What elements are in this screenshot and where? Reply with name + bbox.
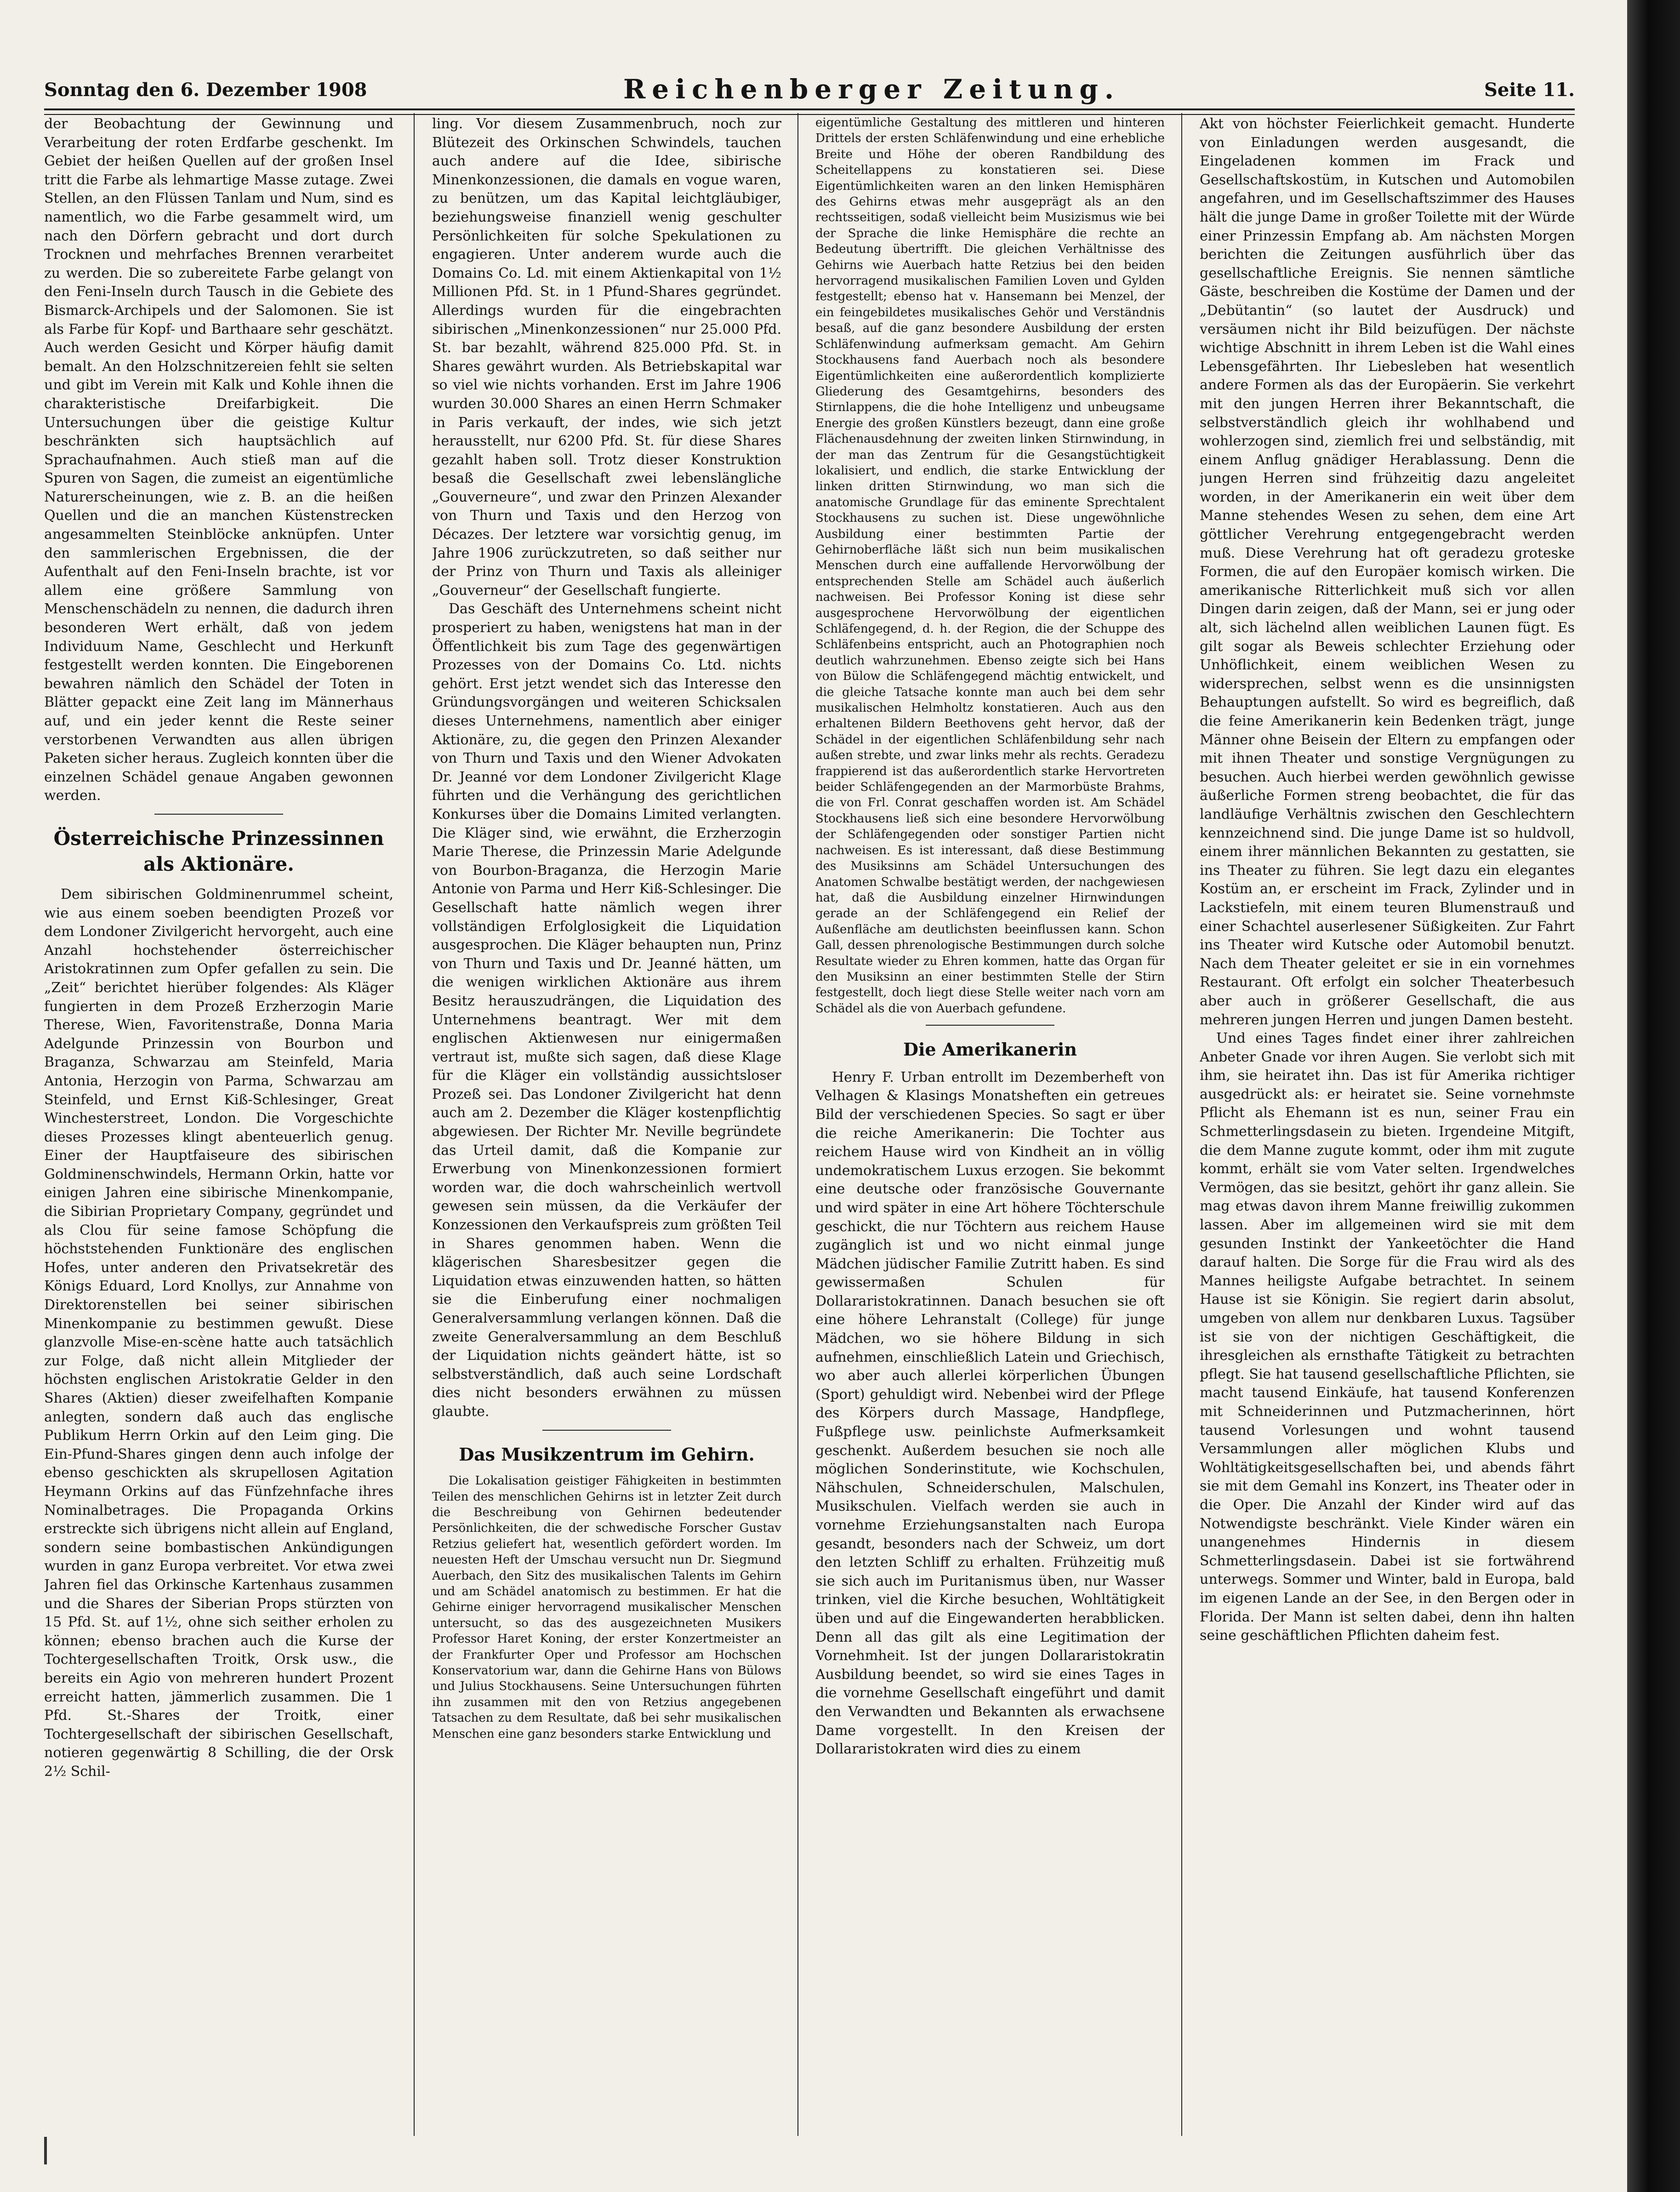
header-date: Sonntag den 6. Dezember 1908 <box>44 79 367 101</box>
column-3 <box>815 115 1165 2133</box>
column-1 <box>44 115 393 2133</box>
article-paragraph: Dem sibirischen Goldminenrummel scheint, wie aus einem soeben beendigten Prozeß vor dem Londoner Zivilgericht hervorgeht, auch eine Anzahl hochstehender österreichischer Aristokratinnen zum Opfer gefallen zu sein. Die „Zeit“ berichtet hierüber folgendes: Als Kläger fungierten in dem Prozeß Erzherzogin Marie Therese, Wien, Favoritenstraße, Donna Maria Adelgunde Prinzessin von Bourbon und Braganza, Schwarzau am Steinfeld, Maria Antonia, Herzogin von Parma, Schwarzau am Steinfeld, und Ernst Kiß-Schlesinger, Great Winchesterstreet, London. Die Vorgeschichte dieses Prozesses klingt abenteuerlich genug. Einer der Hauptfaiseure des sibirischen Goldminenschwindels, Hermann Orkin, hatte vor einigen Jahren eine sibirische Minenkompanie, die Sibirian Proprietary Company, gegründet und als Clou für seine famose Schöpfung die höchststehenden Funktionäre des englischen Hofes, unter anderen den Privatsekretär des Königs Eduard, Lord Knollys, zur Annahme von Direktorenstellen bei seiner sibirischen Minenkompanie zu bestimmen gewußt. Diese glanzvolle Mise-en-scène hatte auch tatsächlich zur Folge, daß nicht allein Mitglieder der höchsten englischen Aristokratie Gelder in den Shares (Aktien) dieser zweifelhaften Kompanie anlegten, sondern daß auch das englische Publikum Herrn Orkin auf den Leim ging. Die Ein-Pfund-Shares gingen denn auch infolge der ebenso geschickten als skrupellosen Agitation Heymann Orkins auf das Fünfzehnfache ihres Nominalbetrages. Die Propaganda Orkins erstreckte sich übrigens nicht allein auf England, sondern seine bombastischen Ankündigungen wurden in ganz Europa verbreitet. Vor etwa zwei Jahren fiel das Orkinsche Kartenhaus zusammen und die Shares der Siberian Props stürzten von 15 Pfd. St. auf 1½, ohne sich seither erholen zu können; ebenso brachen auch die Kurse der Tochtergesellschaften Troitk, Orsk usw., die bereits ein Agio von mehreren hundert Prozent erreicht hatten, jämmerlich zusammen. Die 1 Pfd. St.-Shares der Troitk, einer Tochtergesellschaft der sibirischen Gesellschaft, notieren gegenwärtig 8 Schilling, die der Orsk 2½ Schil- <box>44 886 393 1780</box>
article-heading: Das Musikzentrum im Gehirn. <box>459 1444 755 1465</box>
column-divider <box>1181 113 1182 2136</box>
article-paragraph: Akt von höchster Feierlichkeit gemacht. Hunderte von Einladungen werden ausgesandt, die Eingeladenen kommen im Frack und Gesellschaftskostüm, in Kutschen und Automobilen angefahren, und im Gesellschaftszimmer des Hauses hält die junge Dame in großer Toilette mit der Würde einer Prinzessin Empfang ab. Am nächsten Morgen berichten die Zeitungen ausführlich über das gesellschaftliche Ereignis. Sie nennen sämtliche Gäste, beschreiben die Kostüme der Damen und der „Debütantin“ (so lautet der Ausdruck) und versäumen nicht ihr Bild beizufügen. Der nächste wichtige Abschnitt in ihrem Leben ist die Wahl eines Lebensgefährten. Ihr Liebesleben hat wesentlich andere Formen als das der Europäerin. Sie verkehrt mit den jungen Herren ihrer Bekanntschaft, die selbstverständlich gleich ihr wohlhabend und wohlerzogen sind, ziemlich frei und selbständig, mit einem Anflug gnädiger Herablassung. Denn die jungen Herren sind frühzeitig dazu angeleitet worden, in der Amerikanerin ein weit über dem Manne stehendes Wesen zu sehen, dem eine Art göttlicher Verehrung entgegengebracht werden muß. Diese Verehrung hat oft geradezu groteske Formen, die auf den Europäer komisch wirken. Die amerikanische Ritterlichkeit muß sich vor allen Dingen darin zeigen, daß der Mann, sei er jung oder alt, sich lächelnd allen weiblichen Launen fügt. Es gilt sogar als Beweis schlechter Erziehung oder Unhöflichkeit, einem weiblichen Wesen zu widersprechen, selbst wenn es die unsinnigsten Behauptungen aufstellt. So wird es begreiflich, daß die feine Amerikanerin kein Bedenken trägt, junge Männer ohne Beisein der Eltern zu empfangen oder mit ihnen Theater und sonstige Vergnügungen zu besuchen. Auch hierbei werden gewöhnlich gewisse äußerliche Formen streng beobachtet, die für das landläufige Verhältnis zwischen den Geschlechtern kennzeichnend sind. Die junge Dame ist so huldvoll, einem ihrer männlichen Bekannten zu gestatten, sie ins Theater zu führen. Sie legt dazu ein elegantes Kostüm an, er erscheint im Frack, Zylinder und in Lackstiefeln, mit einem teuren Blumenstrauß und einer Schachtel auserlesener Süßigkeiten. Zur Fahrt ins Theater wird Kutsche oder Automobil benutzt. Nach dem Theater geleitet er sie in ein vornehmes Restaurant. Oft erfolgt ein solcher Theaterbesuch aber auch in größerer Gesellschaft, die aus mehreren jungen Herren und jungen Damen besteht. <box>1200 116 1575 1028</box>
heading-line: Österreichische Prinzessinnen <box>53 827 384 850</box>
article-paragraph: ling. Vor diesem Zusammenbruch, noch zur Blütezeit des Orkinschen Schwindels, tauchen auch andere auf die Idee, sibirische Minenkonzessionen, die damals en vogue waren, zu benützen, um das Kapital leichtgläubiger, beziehungsweise finanziell wenig geschulter Persönlichkeiten für solche Spekulationen zu engagieren. Unter anderem wurde auch die Domains Co. Ld. mit einem Aktienkapital von 1½ Millionen Pfd. St. in 1 Pfund-Shares gegründet. Allerdings wurden für die eingebrachten sibirischen „Minenkonzessionen“ nur 25.000 Pfd. St. bar bezahlt, während 825.000 Pfd. St. in Shares gewährt wurden. Als Betriebskapital war so viel wie nichts vorhanden. Erst im Jahre 1906 wurden 30.000 Shares an einen Herrn Schmaker in Paris verkauft, der indes, wie sich jetzt herausstellt, nur 6200 Pfd. St. für diese Shares gezahlt haben soll. Trotz dieser Konstruktion besaß die Gesellschaft zwei lebenslängliche „Gouverneure“, und zwar den Prinzen Alexander von Thurn und Taxis und den Herzog von Décazes. Der letztere war vorsichtig genug, im Jahre 1906 zurückzutreten, so daß seither nur der Prinz von Thurn und Taxis als alleiniger „Gouverneur“ der Gesellschaft fungierte. <box>432 116 781 599</box>
article-heading <box>44 826 393 877</box>
article-heading: Die Amerikanerin <box>903 1039 1077 1060</box>
article-paragraph: Die Lokalisation geistiger Fähigkeiten in bestimmten Teilen des menschlichen Gehirns ist in letzter Zeit durch die Beschreibung von Gehirnen bedeutender Persönlichkeiten, die der schwedische Forscher Gustav Retzius geliefert hat, wesentlich gefördert worden. Im neuesten Heft der Umschau versucht nun Dr. Siegmund Auerbach, den Sitz des musikalischen Talents im Gehirn und am Schädel anatomisch zu bestimmen. Er hat die Gehirne einiger hervorragend musikalischer Menschen untersucht, so das des ausgezeichneten Musikers Professor Haret Koning, der erster Konzertmeister an der Frankfurter Oper und Professor am Hochschen Konservatorium war, dann die Gehirne Hans von Bülows und Julius Stockhausens. Seine Untersuchungen führten ihn zusammen mit den von Retzius angegebenen Tatsachen zu dem Resultate, daß bei sehr musikalischen Menschen eine ganz besonders starke Entwicklung und <box>432 1474 781 1741</box>
article-paragraph: Das Geschäft des Unternehmens scheint nicht prosperiert zu haben, wenigstens hat man in der Öffentlichkeit bis zum Tage des gegenwärtigen Prozesses von der Domains Co. Ltd. nichts gehört. Erst jetzt wendet sich das Interesse den Gründungsvorgängen und weiteren Schicksalen dieses Unternehmens, namentlich aber einiger Aktionäre, zu, die gegen den Prinzen Alexander von Thurn und Taxis und den Wiener Advokaten Dr. Jeanné vor dem Londoner Zivilgericht Klage führten und die Verhängung des gerichtlichen Konkurses über die Domains Limited verlangten. Die Kläger sind, wie erwähnt, die Erzherzogin Marie Therese, die Prinzessin Marie Adelgunde von Bourbon-Braganza, die Herzogin Marie Antonie von Parma und Herr Kiß-Schlesinger. Die Gesellschaft hatte nämlich wegen ihrer vollständigen Erfolglosigkeit die Liquidation ausgesprochen. Die Kläger behaupten nun, Prinz von Thurn und Taxis und Dr. Jeanné hätten, um die wenigen wirklichen Aktionäre aus ihrem Besitz herauszudrängen, die Liquidation des Unternehmens beantragt. Wer mit dem englischen Aktienwesen nur einigermaßen vertraut ist, mußte sich sagen, daß diese Klage für die Kläger ein vollständig aussichtsloser Prozeß sei. Das Londoner Zivilgericht hat denn auch am 2. Dezember die Kläger kostenpflichtig abgewiesen. Der Richter Mr. Neville begründete das Urteil damit, daß die Kompanie zur Erwerbung von Minenkonzessionen formiert worden war, die doch wahrscheinlich wertvoll gewesen sein müssen, da die Verkäufer der Konzessionen den Verkaufspreis zum größten Teil in Shares genommen haben. Wenn die klägerischen Sharesbesitzer gegen die Liquidation etwas einzuwenden hatten, so hätten sie die Einberufung einer nochmaligen Generalversammlung verlangen können. Daß die zweite Generalversammlung an dem Beschluß der Liquidation nichts geändert hätte, ist so selbstverständlich, daß auch seine Lordschaft dies nicht besonders erwähnen zu müssen glaubte. <box>432 601 781 1420</box>
heading-line: als Aktionäre. <box>143 852 294 875</box>
scan-edge <box>1627 0 1680 2192</box>
article-separator <box>542 1430 671 1431</box>
column-4 <box>1200 115 1575 2133</box>
column-divider <box>414 113 415 2136</box>
article-paragraph: Henry F. Urban entrollt im Dezemberheft von Velhagen & Klasings Monatsheften ein getreues Bild der verschiedenen Species. So sagt er über die reiche Amerikanerin: Die Tochter aus reichem Hause wird von Kindheit an in völlig undemokratischem Luxus erzogen. Sie bekommt eine deutsche oder französische Gouvernante und wird später in eine Art höhere Töchterschule geschickt, die nur Töchtern aus reichem Hause zugänglich ist und wo nicht einmal junge Mädchen jüdischer Familie Zutritt haben. Es sind gewissermaßen Schulen für Dollararistokratinnen. Danach besuchen sie oft eine höhere Lehranstalt (College) für junge Mädchen, wo sie höhere Bildung in sich aufnehmen, einschließlich Latein und Griechisch, wo aber auch allerlei körperlichen Übungen (Sport) gehuldigt wird. Nebenbei wird der Pflege des Körpers durch Massage, Handpflege, Fußpflege usw. peinlichste Aufmerksamkeit geschenkt. Außerdem besuchen sie noch alle möglichen Sonderinstitute, wie Kochschulen, Nähschulen, Schneiderschulen, Malschulen, Musikschulen. Vielfach werden sie auch in vornehme Erziehungsanstalten nach Europa gesandt, besonders nach der Schweiz, um dort den letzten Schliff zu erhalten. Frühzeitig muß sie sich auch im Puritanismus üben, nur Wasser trinken, viel die Kirche besuchen, Wohltätigkeit üben und auf die Eingewanderten herabblicken. Denn all das gilt als eine Legitimation der Vornehmheit. Ist der jungen Dollararistokratin Ausbildung beendet, so wird sie eines Tages in die vornehme Gesellschaft eingeführt und damit den Verwandten und Bekannten als erwachsene Dame vorgestellt. In den Kreisen der Dollararistokraten wird dies zu einem <box>815 1069 1165 1758</box>
margin-mark <box>44 2137 47 2164</box>
article-paragraph: Und eines Tages findet einer ihrer zahlreichen Anbeter Gnade vor ihren Augen. Sie verlobt sich mit ihm, sie heiratet ihn. Das ist für Amerika richtiger ausgedrückt als: er heiratet sie. Seine vornehmste Pflicht als Ehemann ist es nun, seiner Frau ein Schmetterlingsdasein zu bieten. Irgendeine Mitgift, die dem Manne zugute kommt, oder ihm mit zugute kommt, erhält sie vom Vater selten. Irgendwelches Vermögen, das sie besitzt, gehört ihr ganz allein. Sie mag etwas davon ihrem Manne freiwillig zukommen lassen. Aber im allgemeinen wird sie mit dem gesunden Instinkt der Yankeetöchter die Hand darauf halten. Die Sorge für die Frau wird als des Mannes heiligste Aufgabe betrachtet. In seinem Hause ist sie Königin. Sie regiert darin absolut, umgeben von allem nur denkbaren Luxus. Tagsüber ist sie von der nichtigen Geschäftigkeit, die ihresgleichen als ernsthafte Tätigkeit zu betrachten pflegt. Sie hat tausend gesellschaftliche Pflichten, sie macht tausend Einkäufe, hat tausend Konferenzen mit Schneiderinnen und Putzmacherinnen, hört tausend Vorlesungen und wohnt tausend Versammlungen aller möglichen Klubs und Wohltätigkeitsgesellschaften bei, und abends fährt sie mit dem Gemahl ins Konzert, ins Theater oder in die Oper. Die Anzahl der Kinder wird auf das Notwendigste beschränkt. Viele Kinder wären ein unangenehmes Hindernis in diesem Schmetterlingsdasein. Dabei ist sie fortwährend unterwegs. Sommer und Winter, bald in Europa, bald im eigenen Lande an der See, in den Bergen oder in Florida. Der Mann ist selten dabei, denn ihn halten seine geschäftlichen Pflichten daheim fest. <box>1200 1030 1575 1644</box>
article-separator <box>926 1025 1054 1026</box>
header-rule <box>44 108 1575 115</box>
article-paragraph: eigentümliche Gestaltung des mittleren und hinteren Drittels der ersten Schläfenwindung und eine erhebliche Breite und Höhe der oberen Randbildung des Scheitellappens zu konstatieren sei. Diese Eigentümlichkeiten waren an den linken Hemisphären des Gehirns etwas mehr ausgeprägt als an den rechtsseitigen, sodaß vielleicht beim Musizismus wie bei der Sprache die linke Hemisphäre die rechte an Bedeutung übertrifft. Die gleichen Verhältnisse des Gehirns wie Auerbach hatte Retzius bei den beiden hervorragend musikalischen Familien Loven und Gylden festgestellt; ebenso hat v. Hansemann bei Menzel, der ein feingebildetes musikalisches Gehör und Verständnis besaß, auf die ganz besondere Ausbildung der ersten Schläfenwindung aufmerksam gemacht. Am Gehirn Stockhausens fand Auerbach noch als besondere Eigentümlichkeiten eine außerordentlich komplizierte Gliederung des Gesamtgehirns, besonders des Stirnlappens, die die hohe Intelligenz und unbeugsame Energie des großen Künstlers bezeugt, dann eine große Flächenausdehnung der zweiten linken Stirnwindung, in der man das Zentrum für die Gesangstüchtigkeit lokalisiert, und endlich, die starke Entwicklung der linken dritten Stirnwindung, wo man sich die anatomische Grundlage für das eminente Sprechtalent Stockhausens zu suchen ist. Diese ungewöhnliche Ausbildung einer bestimmten Partie der Gehirnoberfläche läßt sich nun beim musikalischen Menschen durch eine auffallende Hervorwölbung der entsprechenden Stelle am Schädel auch äußerlich nachweisen. Bei Professor Koning ist diese sehr ausgesprochene Hervorwölbung der eigentlichen Schläfengegend, d. h. der Region, die der Schuppe des Schläfenbeins entspricht, auch an Photographien noch deutlich wahrzunehmen. Ebenso zeigte sich bei Hans von Bülow die Schläfengegend mächtig entwickelt, und die gleiche Tatsache konnte man auch bei dem sehr musikalischen Helmholtz konstatieren. Auch aus den erhaltenen Bildern Beethovens geht hervor, daß der Schädel in der eigentlichen Schläfenbildung sehr nach außen strebte, und zwar links mehr als rechts. Geradezu frappierend ist das außerordentlich starke Hervortreten beider Schläfengegenden an der Marmorbüste Brahms, die von Frl. Conrat geschaffen worden ist. Am Schädel Stockhausens ließ sich eine besondere Hervorwölbung der Schläfengegenden oder sonstiger Partien nicht nachweisen. Es ist interessant, daß diese Bestimmung des Musiksinns am Schädel Untersuchungen des Anatomen Schwalbe bestätigt werden, der nachgewiesen hat, daß die Ausbildung einzelner Hirnwindungen gerade an der Schläfengegend ein Relief der Außenfläche am deutlichsten beeinflussen kann. Schon Gall, dessen phrenologische Bestimmungen durch solche Resultate wieder zu Ehren kommen, hatte das Organ für den Musiksinn an einer bestimmten Stelle der Stirn festgestellt, doch liegt diese Stelle weiter nach vorn am Schädel als die von Auerbach gefundene. <box>815 116 1165 1016</box>
article-separator <box>154 814 283 815</box>
newspaper-title: Reichenberger Zeitung. <box>623 74 1121 105</box>
column-divider <box>797 113 798 2136</box>
column-2 <box>432 115 781 2133</box>
article-paragraph: der Beobachtung der Gewinnung und Verarbeitung der roten Erdfarbe geschenkt. Im Gebiet der heißen Quellen auf der großen Insel tritt die Farbe als lehmartige Masse zutage. Zwei Stellen, an den Flüssen Tanlam und Num, sind es namentlich, wo die Farbe gesammelt wird, um nach den Dörfern gebracht und dort durch Trocknen und mehrfaches Brennen verarbeitet zu werden. Die so zubereitete Farbe gelangt von den Feni-Inseln durch Tausch in die Gebiete des Bismarck-Archipels und der Salomonen. Sie ist als Farbe für Kopf- und Barthaare sehr geschätzt. Auch werden Gesicht und Körper häufig damit bemalt. An den Holzschnitzereien fehlt sie selten und gibt im Verein mit Kalk und Kohle ihnen die charakteristische Dreifarbigkeit. Die Untersuchungen über die geistige Kultur beschränkten sich hauptsächlich auf Sprachaufnahmen. Auch stieß man auf die Spuren von Sagen, die zumeist an eigentümliche Naturerscheinungen, wie z. B. an die heißen Quellen und die an manchen Küstenstrecken angesammelten Steinblöcke anknüpfen. Unter den sammlerischen Ergebnissen, die der Aufenthalt auf den Feni-Inseln brachte, ist vor allem eine größere Sammlung von Menschenschädeln zu nennen, die dadurch ihren besonderen Wert erhält, daß von jedem Individuum Name, Geschlecht und Herkunft festgestellt werden konnten. Die Eingeborenen bewahren nämlich den Schädel der Toten in Blätter gepackt eine Zeit lang im Männerhaus auf, und ein jeder kennt die Reste seiner verstorbenen Verwandten aus allen übrigen Paketen sicher heraus. Zugleich konnten über die einzelnen Schädel genaue Angaben gewonnen werden. <box>44 116 393 804</box>
page-number: Seite 11. <box>1484 79 1575 101</box>
